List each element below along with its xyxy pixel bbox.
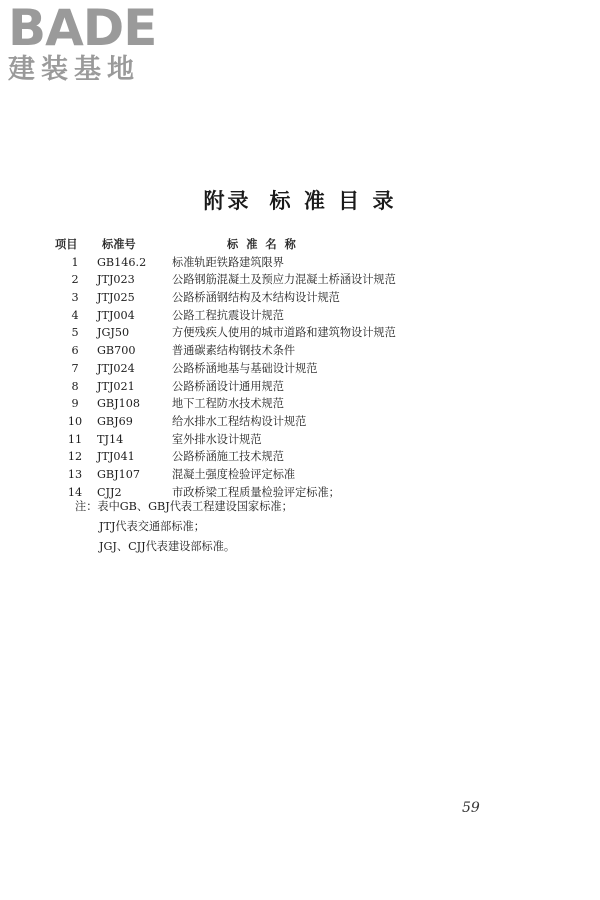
table-body	[55, 254, 535, 502]
logo-wordmark: BADE	[8, 0, 157, 57]
row-standard-code: JTJ025	[97, 291, 135, 305]
row-standard-code: GB700	[97, 344, 136, 358]
row-item-no: 12	[67, 450, 83, 464]
row-standard-code: JTJ004	[97, 308, 135, 322]
header-standard-code: 标准号	[102, 237, 136, 251]
row-standard-code: GBJ107	[97, 467, 140, 481]
header-item-no: 项目	[55, 237, 78, 251]
table-row	[55, 395, 535, 413]
row-standard-code: CJJ2	[97, 485, 122, 499]
brand-logo	[8, 2, 178, 88]
row-standard-name: 公路桥涵地基与基础设计规范	[172, 361, 318, 375]
row-standard-name: 公路工程抗震设计规范	[172, 308, 284, 322]
table-row	[55, 431, 535, 449]
standards-table	[55, 236, 535, 501]
row-standard-name: 公路钢筋混凝土及预应力混凝土桥涵设计规范	[172, 273, 396, 287]
page-number: 59	[462, 800, 480, 816]
row-standard-name: 公路桥涵施工技术规范	[172, 450, 284, 464]
title-part-appendix: 附录	[203, 188, 252, 213]
row-standard-code: TJ14	[97, 432, 124, 446]
table-row	[55, 360, 535, 378]
row-item-no: 5	[71, 326, 79, 340]
row-standard-name: 公路桥涵钢结构及木结构设计规范	[172, 291, 340, 305]
table-header	[55, 236, 535, 254]
table-row	[55, 307, 535, 325]
row-standard-code: JTJ041	[97, 450, 135, 464]
logo-subtitle: 建装基地	[8, 54, 140, 85]
table-row	[55, 271, 535, 289]
row-standard-name: 室外排水设计规范	[172, 432, 262, 446]
row-standard-code: GB146.2	[97, 255, 147, 269]
notes	[75, 497, 293, 557]
table-row	[55, 378, 535, 396]
row-item-no: 2	[71, 273, 79, 287]
row-standard-name: 标准轨距铁路建筑限界	[172, 255, 284, 269]
table-row	[55, 413, 535, 431]
row-item-no: 13	[67, 467, 83, 481]
note-line-3: JGJ、CJJ代表建设部标准。	[99, 540, 236, 553]
row-standard-code: GBJ108	[97, 397, 140, 411]
row-standard-name: 普通碳素结构钢技术条件	[172, 344, 296, 358]
row-item-no: 3	[71, 291, 79, 305]
row-item-no: 6	[71, 344, 79, 358]
row-standard-code: JTJ023	[97, 273, 135, 287]
table-row	[55, 324, 535, 342]
row-item-no: 8	[71, 379, 79, 393]
header-standard-name: 标准名称	[227, 237, 304, 251]
row-standard-code: GBJ69	[97, 414, 133, 428]
table-row	[55, 254, 535, 272]
note-line-2: JTJ代表交通部标准；	[99, 520, 205, 533]
table-row	[55, 466, 535, 484]
row-item-no: 7	[71, 361, 79, 375]
row-standard-name: 市政桥梁工程质量检验评定标准；	[172, 485, 340, 499]
row-standard-code: JGJ50	[97, 326, 130, 340]
row-standard-name: 混凝土强度检验评定标准	[172, 467, 296, 481]
row-item-no: 1	[71, 255, 79, 269]
table-row	[55, 342, 535, 360]
title-part-catalog: 标 准 目 录	[269, 188, 397, 213]
row-standard-name: 方便残疾人使用的城市道路和建筑物设计规范	[172, 326, 396, 340]
row-standard-code: JTJ024	[97, 361, 135, 375]
row-standard-code: JTJ021	[97, 379, 135, 393]
note-line-1: 注：表中GB、GBJ代表工程建设国家标准；	[75, 500, 293, 513]
row-item-no: 9	[71, 397, 79, 411]
row-standard-name: 公路桥涵设计通用规范	[172, 379, 284, 393]
row-item-no: 10	[67, 414, 83, 428]
row-item-no: 11	[67, 432, 83, 446]
row-standard-name: 给水排水工程结构设计规范	[172, 414, 307, 428]
page-title	[0, 185, 600, 215]
table-row	[55, 448, 535, 466]
row-item-no: 4	[71, 308, 79, 322]
row-standard-name: 地下工程防水技术规范	[172, 397, 284, 411]
row-item-no: 14	[67, 485, 83, 499]
table-row	[55, 289, 535, 307]
